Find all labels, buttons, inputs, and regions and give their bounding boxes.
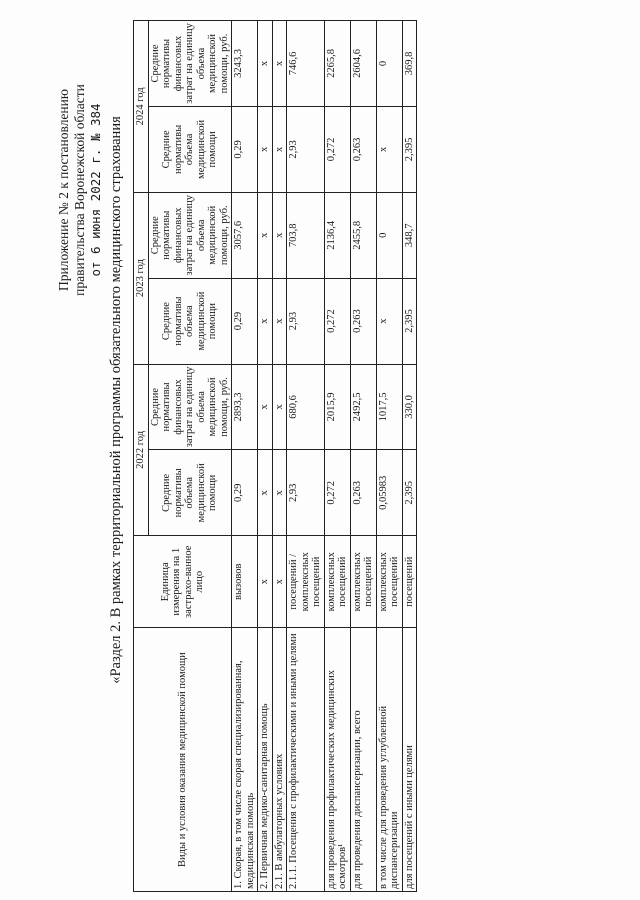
- row-name: для проведения профилактических медицинских осмотров¹: [324, 628, 350, 892]
- cost-2023: 3057,6: [232, 192, 258, 278]
- sub-volume-2024: Средние нормативы объема медицинской помощи: [148, 106, 232, 192]
- volume-2022: х: [272, 450, 287, 536]
- volume-2024: х: [376, 106, 402, 192]
- table-row: [402, 21, 417, 892]
- sub-volume-2023: Средние нормативы объема медицинской помощи: [148, 278, 232, 364]
- volume-2023: х: [376, 278, 402, 364]
- row-unit: комплексных посещений: [350, 536, 376, 628]
- volume-2023: 0,263: [350, 278, 376, 364]
- table-row: [350, 21, 376, 892]
- volume-2024: х: [258, 106, 273, 192]
- volume-2022: 0,05983: [376, 450, 402, 536]
- header-line-1: Приложение № 2 к постановлению: [56, 89, 71, 291]
- sub-cost-2024: Средние нормативы финансовых затрат на единицу объема медицинской помощи, руб.: [148, 21, 232, 107]
- cost-2023: х: [272, 192, 287, 278]
- row-unit: х: [272, 536, 287, 628]
- volume-2022: 2,93: [287, 450, 325, 536]
- volume-2023: 0,29: [232, 278, 258, 364]
- cost-2022: 1017,5: [376, 364, 402, 450]
- volume-2022: 0,272: [324, 450, 350, 536]
- cost-2023: 2136,4: [324, 192, 350, 278]
- cost-2022: х: [258, 364, 273, 450]
- row-unit: комплексных посещений: [376, 536, 402, 628]
- volume-2024: 2,93: [287, 106, 325, 192]
- volume-2024: х: [272, 106, 287, 192]
- year-2023-header: 2023 год: [134, 192, 149, 364]
- table-row: [232, 21, 258, 892]
- section-title: «Раздел 2. В рамках территориальной программы обязательного медицинского страхования: [108, 116, 124, 684]
- table-row: [376, 21, 402, 892]
- col-unit-header: Единица измерения на 1 застрахо-ванное лицо: [134, 536, 232, 628]
- row-unit: комплексных посещений: [324, 536, 350, 628]
- sub-cost-2022: Средние нормативы финансовых затрат на единицу объема медицинской помощи, руб.: [148, 364, 232, 450]
- header-row-years: [134, 21, 149, 892]
- cost-2024: х: [272, 21, 287, 107]
- table-row: [287, 21, 325, 892]
- col-type-header: Виды и условия оказания медицинской помощи: [134, 628, 232, 892]
- volume-2024: 2,395: [402, 106, 417, 192]
- row-name: 2. Первичная медико-санитарная помощь: [258, 628, 273, 892]
- volume-2022: 0,263: [350, 450, 376, 536]
- sub-volume-2022: Средние нормативы объема медицинской помощи: [148, 450, 232, 536]
- cost-2022: 2015,9: [324, 364, 350, 450]
- header-line-2: правительства Воронежской области: [72, 84, 87, 296]
- header-line-3: от 6 июня 2022 г. № 384: [88, 103, 103, 277]
- cost-2024: 0: [376, 21, 402, 107]
- cost-2022: 330,0: [402, 364, 417, 450]
- norms-table: [133, 20, 417, 892]
- row-name: в том числе для проведения углубленной диспансеризации: [376, 628, 402, 892]
- sub-cost-2023: Средние нормативы финансовых затрат на единицу объема медицинской помощи, руб.: [148, 192, 232, 278]
- cost-2023: 348,7: [402, 192, 417, 278]
- cost-2024: 2604,6: [350, 21, 376, 107]
- cost-2022: 2893,3: [232, 364, 258, 450]
- row-unit: вызовов: [232, 536, 258, 628]
- volume-2022: 0,29: [232, 450, 258, 536]
- cost-2024: 369,8: [402, 21, 417, 107]
- row-name: для посещений с иными целями: [402, 628, 417, 892]
- row-name: для проведения диспансеризации, всего: [350, 628, 376, 892]
- volume-2023: х: [272, 278, 287, 364]
- cost-2024: 746,6: [287, 21, 325, 107]
- cost-2024: х: [258, 21, 273, 107]
- cost-2024: 3243,3: [232, 21, 258, 107]
- volume-2024: 0,29: [232, 106, 258, 192]
- table-row: [258, 21, 273, 892]
- volume-2022: х: [258, 450, 273, 536]
- norms-table-wrap: [133, 20, 417, 892]
- table-row: [272, 21, 287, 892]
- cost-2022: 2492,5: [350, 364, 376, 450]
- table-row: [324, 21, 350, 892]
- volume-2023: 2,93: [287, 278, 325, 364]
- row-unit: х: [258, 536, 273, 628]
- year-2022-header: 2022 год: [134, 364, 149, 536]
- appendix-header: [56, 40, 104, 340]
- year-2024-header: 2024 год: [134, 21, 149, 193]
- cost-2022: х: [272, 364, 287, 450]
- row-name: 2.1. В амбулаторных условиях: [272, 628, 287, 892]
- volume-2024: 0,263: [350, 106, 376, 192]
- row-name: 1. Скорая, в том числе скорая специализированная, медицинская помощь: [232, 628, 258, 892]
- cost-2023: х: [258, 192, 273, 278]
- cost-2022: 680,6: [287, 364, 325, 450]
- cost-2023: 0: [376, 192, 402, 278]
- volume-2023: х: [258, 278, 273, 364]
- row-unit: посещений / комплексных посещений: [287, 536, 325, 628]
- row-name: 2.1.1. Посещения с профилактическими и иными целями: [287, 628, 325, 892]
- volume-2024: 0,272: [324, 106, 350, 192]
- cost-2023: 2455,8: [350, 192, 376, 278]
- volume-2023: 2,395: [402, 278, 417, 364]
- volume-2022: 2,395: [402, 450, 417, 536]
- cost-2023: 703,8: [287, 192, 325, 278]
- cost-2024: 2265,8: [324, 21, 350, 107]
- row-unit: посещений: [402, 536, 417, 628]
- volume-2023: 0,272: [324, 278, 350, 364]
